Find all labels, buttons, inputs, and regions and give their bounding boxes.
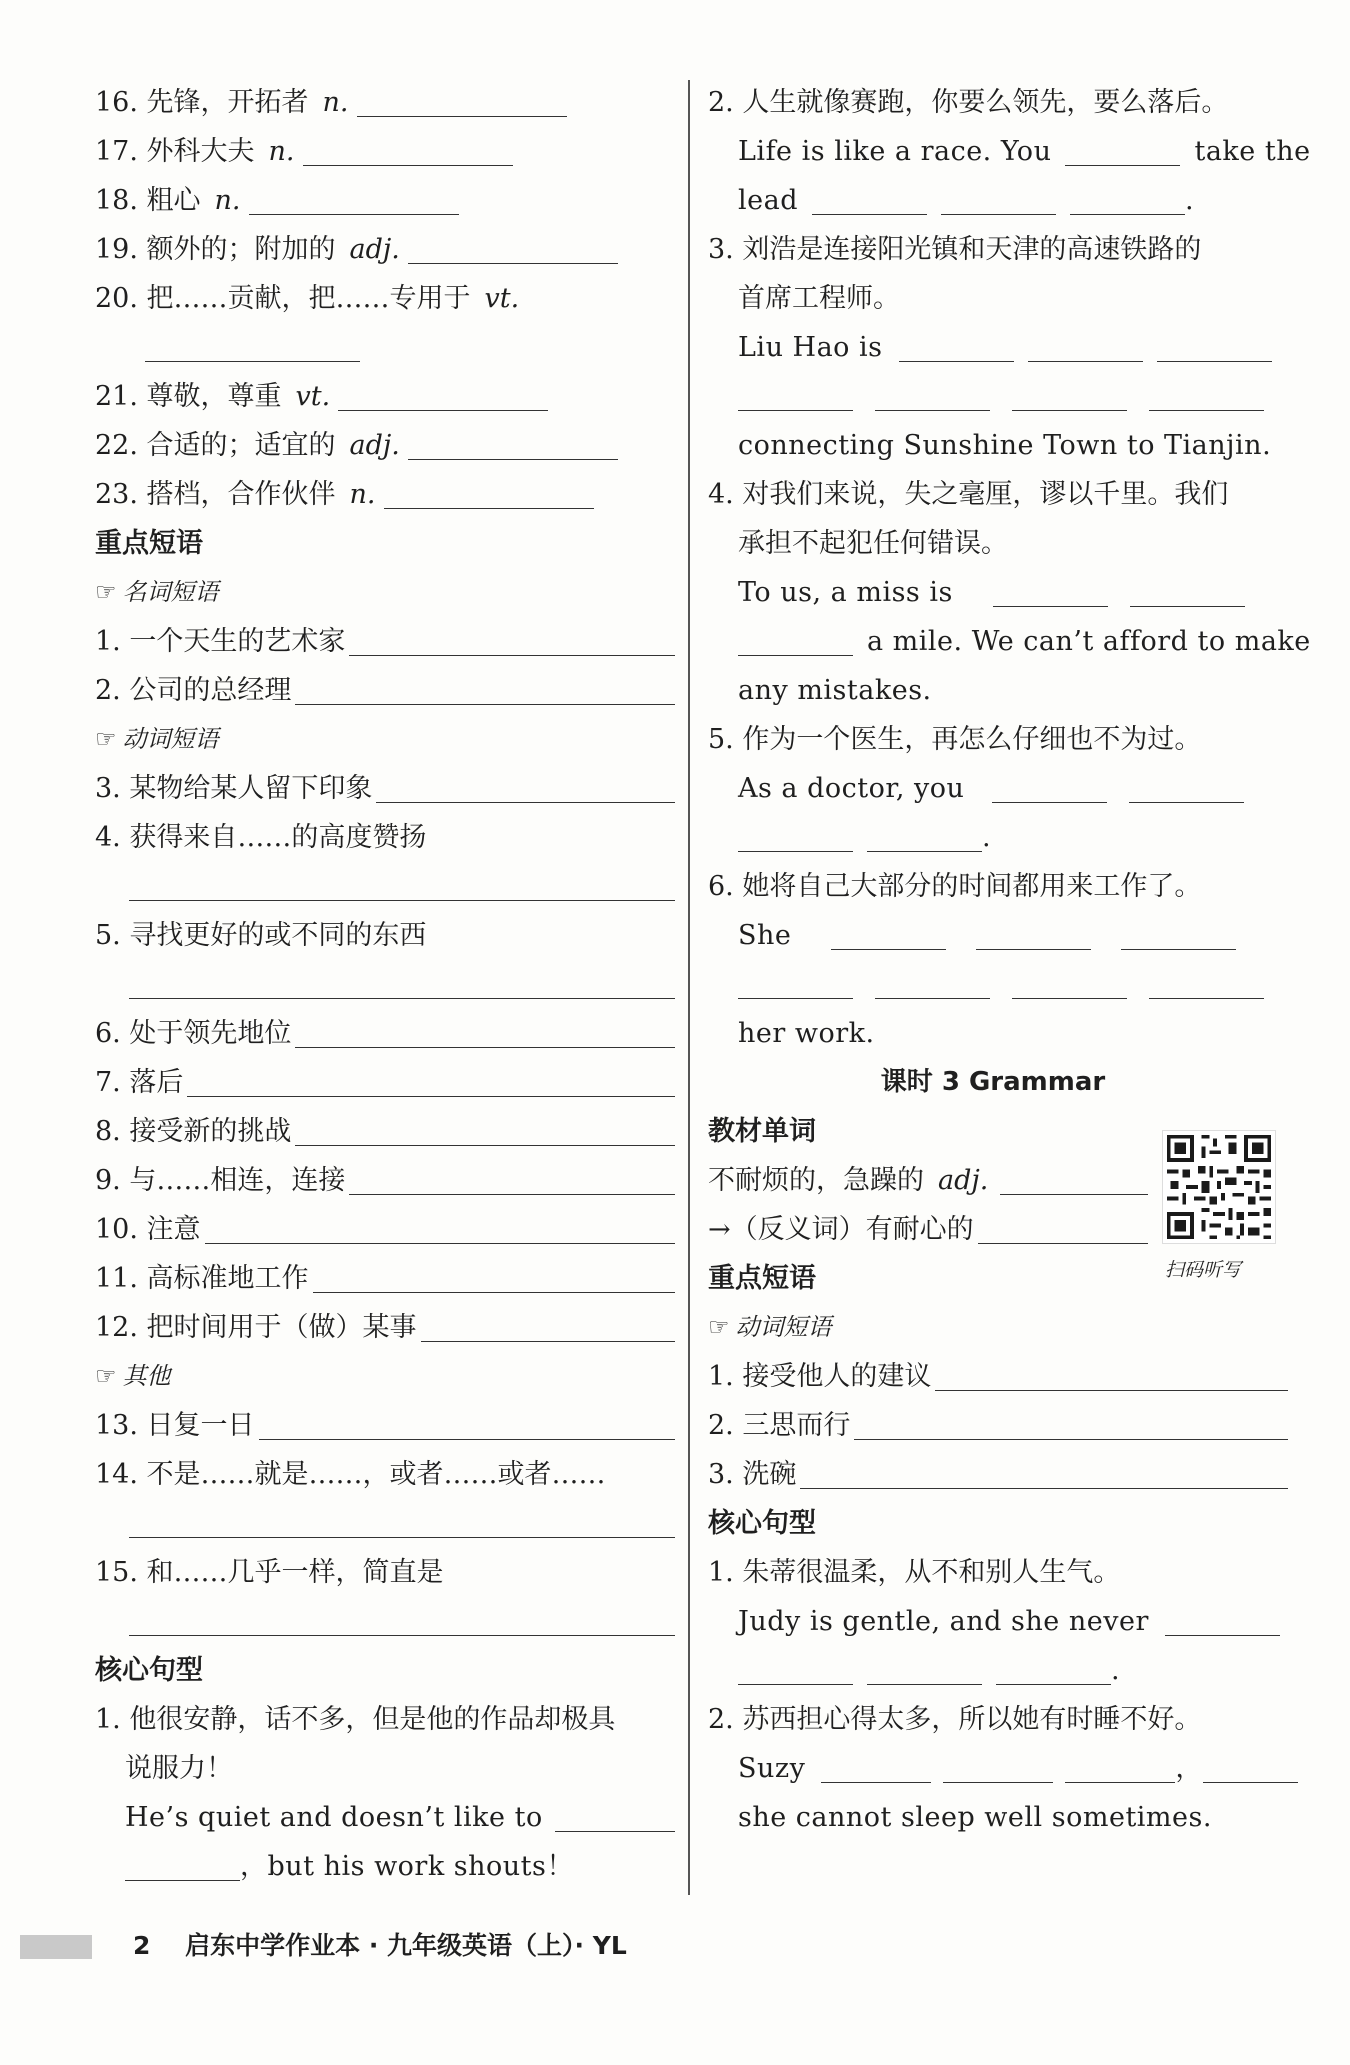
answer-blank[interactable] xyxy=(295,1115,675,1146)
phrase-item: 6. 处于领先地位 xyxy=(95,1009,675,1058)
vocab-item: 17. 外科大夫 n. xyxy=(95,127,675,176)
phrase-item: 7. 落后 xyxy=(95,1058,675,1107)
answer-blank[interactable] xyxy=(738,1654,853,1685)
sentence-prompt: 5. 作为一个医生，再怎么仔细也不为过。 xyxy=(708,724,1202,755)
page-number: 2 xyxy=(133,1931,151,1960)
sentence-prompt: 2. 苏西担心得太多，所以她有时睡不好。 xyxy=(708,1704,1202,1735)
answer-line: . xyxy=(708,1646,1288,1695)
vocab-item: 22. 合适的；适宜的 adj. xyxy=(95,421,675,470)
answer-blank[interactable] xyxy=(349,625,675,656)
answer-blank[interactable] xyxy=(1000,1164,1148,1195)
answer-blank[interactable] xyxy=(338,380,548,411)
answer-blank[interactable] xyxy=(1129,772,1244,803)
sentence-english: lead . xyxy=(738,185,1195,216)
answer-blank[interactable] xyxy=(408,429,618,460)
vocab-item: 20. 把……贡献，把……专用于 vt. xyxy=(95,283,520,314)
answer-blank[interactable] xyxy=(313,1262,675,1293)
answer-blank[interactable] xyxy=(384,478,594,509)
answer-blank[interactable] xyxy=(1203,1752,1298,1783)
answer-blank[interactable] xyxy=(259,1409,675,1440)
answer-blank[interactable] xyxy=(899,331,1014,362)
phrase-item: 1. 接受他人的建议 xyxy=(708,1352,1288,1401)
section-heading: 教材单词 xyxy=(708,1116,816,1147)
answer-blank[interactable] xyxy=(129,1507,675,1538)
answer-line xyxy=(95,1499,675,1548)
answer-blank[interactable] xyxy=(1149,968,1264,999)
answer-blank[interactable] xyxy=(1149,380,1264,411)
pointing-hand-icon: ☞ xyxy=(95,1362,117,1390)
phrase-item: 13. 日复一日 xyxy=(95,1401,675,1450)
answer-blank[interactable] xyxy=(145,331,360,362)
answer-blank[interactable] xyxy=(976,919,1091,950)
vocab-item: 21. 尊敬，尊重 vt. xyxy=(95,372,675,421)
sentence-prompt: 4. 对我们来说，失之毫厘，谬以千里。我们 xyxy=(708,479,1229,510)
answer-blank[interactable] xyxy=(408,233,618,264)
answer-blank[interactable] xyxy=(738,968,853,999)
vocab-item: 23. 搭档，合作伙伴 n. xyxy=(95,470,675,519)
answer-blank[interactable] xyxy=(875,380,990,411)
phrase-item: 5. 寻找更好的或不同的东西 xyxy=(95,920,427,951)
answer-line xyxy=(708,960,1288,1009)
answer-blank[interactable] xyxy=(854,1409,1288,1440)
answer-blank[interactable] xyxy=(993,576,1108,607)
vocab-item: 19. 额外的；附加的 adj. xyxy=(95,225,675,274)
answer-blank[interactable] xyxy=(1121,919,1236,950)
answer-line xyxy=(95,960,675,1009)
sentence-english: Liu Hao is xyxy=(708,323,1288,372)
phrase-item: 10. 注意 xyxy=(95,1205,675,1254)
section-heading: 核心句型 xyxy=(95,1655,203,1686)
phrase-item: 12. 把时间用于（做）某事 xyxy=(95,1303,675,1352)
phrase-item: 11. 高标准地工作 xyxy=(95,1254,675,1303)
phrase-item: 2. 公司的总经理 xyxy=(95,666,675,715)
answer-blank[interactable] xyxy=(376,772,675,803)
answer-blank[interactable] xyxy=(129,870,675,901)
answer-blank[interactable] xyxy=(1065,1752,1175,1783)
section-heading: 重点短语 xyxy=(95,528,203,559)
sentence-english: Suzy ， xyxy=(708,1744,1288,1793)
sentence-english: a mile. We can’t afford to make xyxy=(708,617,1288,666)
answer-blank[interactable] xyxy=(295,1017,675,1048)
sentence-english: He’s quiet and doesn’t like to xyxy=(95,1793,675,1842)
phrase-item: 3. 某物给某人留下印象 xyxy=(95,764,675,813)
footer-decoration xyxy=(20,1935,92,1959)
sentence-english: ，but his work shouts！ xyxy=(95,1842,675,1891)
answer-blank[interactable] xyxy=(738,625,853,656)
answer-blank[interactable] xyxy=(1157,331,1272,362)
answer-line xyxy=(95,323,675,372)
subsection-label: ☞ 其他 xyxy=(95,1362,171,1390)
sentence-english: As a doctor, you xyxy=(708,764,1288,813)
answer-blank[interactable] xyxy=(831,919,946,950)
vocab-item: 不耐烦的，急躁的 adj. xyxy=(708,1156,1148,1205)
sentence-prompt: 6. 她将自己大部分的时间都用来工作了。 xyxy=(708,871,1202,902)
answer-blank[interactable] xyxy=(555,1801,675,1832)
answer-blank[interactable] xyxy=(996,1654,1111,1685)
lesson-title: 课时 3 Grammar xyxy=(880,1067,1106,1097)
pointing-hand-icon: ☞ xyxy=(708,1313,730,1341)
answer-blank[interactable] xyxy=(875,968,990,999)
phrase-item: 8. 接受新的挑战 xyxy=(95,1107,675,1156)
phrase-item: 2. 三思而行 xyxy=(708,1401,1288,1450)
phrase-item: 1. 一个天生的艺术家 xyxy=(95,617,675,666)
answer-blank[interactable] xyxy=(1130,576,1245,607)
answer-line xyxy=(95,862,675,911)
vocab-item: →（反义词）有耐心的 xyxy=(708,1205,1148,1254)
qr-code-icon[interactable] xyxy=(1162,1130,1276,1244)
sentence-english: Judy is gentle, and she never xyxy=(708,1597,1288,1646)
answer-blank[interactable] xyxy=(935,1360,1288,1391)
answer-blank[interactable] xyxy=(1012,380,1127,411)
answer-blank[interactable] xyxy=(349,1164,675,1195)
answer-blank[interactable] xyxy=(941,184,1056,215)
answer-blank[interactable] xyxy=(205,1213,675,1244)
answer-blank[interactable] xyxy=(821,1752,931,1783)
answer-blank[interactable] xyxy=(1070,184,1185,215)
sentence-prompt: 2. 人生就像赛跑，你要么领先，要么落后。 xyxy=(708,87,1229,118)
phrase-item: 4. 获得来自……的高度赞扬 xyxy=(95,822,427,853)
phrase-item: 15. 和……几乎一样，简直是 xyxy=(95,1557,444,1588)
answer-blank[interactable] xyxy=(125,1850,240,1881)
subsection-label: ☞ 名词短语 xyxy=(95,578,219,606)
phrase-item: 9. 与……相连，连接 xyxy=(95,1156,675,1205)
answer-blank[interactable] xyxy=(187,1066,675,1097)
sentence-prompt: 1. 他很安静，话不多，但是他的作品却极具 xyxy=(95,1704,616,1735)
sentence-prompt: 承担不起犯任何错误。 xyxy=(738,528,1008,559)
section-heading: 核心句型 xyxy=(708,1508,816,1539)
sentence-english: any mistakes. xyxy=(738,675,932,706)
answer-blank[interactable] xyxy=(992,772,1107,803)
vocab-item: 16. 先锋，开拓者 n. xyxy=(95,78,675,127)
sentence-prompt: 3. 刘浩是连接阳光镇和天津的高速铁路的 xyxy=(708,234,1202,265)
page-footer xyxy=(133,1928,627,1964)
sentence-english: connecting Sunshine Town to Tianjin. xyxy=(738,430,1272,461)
pointing-hand-icon: ☞ xyxy=(95,725,117,753)
column-divider xyxy=(688,80,690,1895)
subsection-label: ☞ 动词短语 xyxy=(95,725,219,753)
answer-blank[interactable] xyxy=(812,184,927,215)
answer-blank[interactable] xyxy=(357,86,567,117)
answer-blank[interactable] xyxy=(1028,331,1143,362)
sentence-prompt: 1. 朱蒂很温柔，从不和别人生气。 xyxy=(708,1557,1121,1588)
answer-blank[interactable] xyxy=(1012,968,1127,999)
vocab-item: 18. 粗心 n. xyxy=(95,176,675,225)
answer-blank[interactable] xyxy=(129,968,675,999)
answer-blank[interactable] xyxy=(1165,1605,1280,1636)
sentence-english: Life is like a race. You take the xyxy=(738,136,1311,167)
answer-blank[interactable] xyxy=(303,135,513,166)
sentence-prompt: 说服力！ xyxy=(125,1753,233,1784)
answer-blank[interactable] xyxy=(867,1654,982,1685)
answer-blank[interactable] xyxy=(978,1213,1148,1244)
sentence-english: she cannot sleep well sometimes. xyxy=(738,1802,1212,1833)
answer-blank[interactable] xyxy=(867,821,982,852)
book-title: 启东中学作业本 · 九年级英语（上）· YL xyxy=(185,1931,627,1960)
answer-line xyxy=(708,372,1288,421)
section-heading: 重点短语 xyxy=(708,1263,816,1294)
right-column xyxy=(708,78,1311,1842)
answer-blank[interactable] xyxy=(295,674,675,705)
answer-blank[interactable] xyxy=(738,380,853,411)
answer-blank[interactable] xyxy=(129,1605,675,1636)
qr-caption: 扫码听写 xyxy=(1165,1259,1242,1281)
sentence-prompt: 首席工程师。 xyxy=(738,283,900,314)
answer-blank[interactable] xyxy=(738,821,853,852)
answer-blank[interactable] xyxy=(800,1458,1288,1489)
sentence-english: . xyxy=(708,813,1288,862)
phrase-item: 3. 洗碗 xyxy=(708,1450,1288,1499)
sentence-english: To us, a miss is xyxy=(708,568,1288,617)
answer-blank[interactable] xyxy=(249,184,459,215)
sentence-english: her work. xyxy=(738,1018,875,1049)
pointing-hand-icon: ☞ xyxy=(95,578,117,606)
subsection-label: ☞ 动词短语 xyxy=(708,1313,832,1341)
answer-blank[interactable] xyxy=(421,1311,675,1342)
sentence-english: She xyxy=(708,911,1288,960)
answer-line xyxy=(95,1597,675,1646)
answer-blank[interactable] xyxy=(943,1752,1053,1783)
phrase-item: 14. 不是……就是……，或者……或者…… xyxy=(95,1459,606,1490)
answer-blank[interactable] xyxy=(1065,135,1180,166)
left-column xyxy=(95,78,675,1891)
